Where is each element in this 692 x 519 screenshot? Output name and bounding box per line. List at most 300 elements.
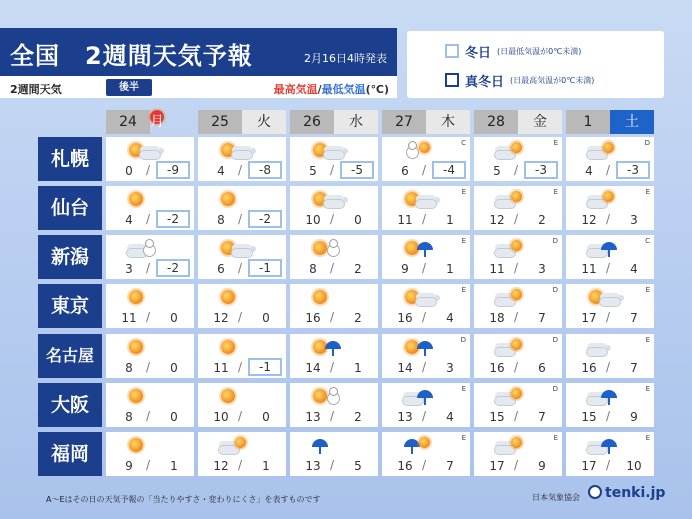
cloud-icon [586, 347, 608, 357]
high-temp: 4 [125, 213, 133, 227]
umbrella-icon [325, 341, 341, 349]
low-temp: 2 [354, 410, 362, 424]
weather-icon [586, 189, 620, 211]
sun-icon [313, 290, 327, 304]
forecast-cell [290, 137, 378, 181]
forecast-cell [474, 284, 562, 328]
reliability-grade: C [645, 237, 650, 245]
temp-separator: / [606, 458, 611, 472]
temp-separator: / [422, 261, 427, 275]
temp-separator: / [606, 212, 611, 226]
weather-icon [126, 238, 160, 260]
high-temp: 6 [401, 164, 409, 178]
high-temp: 8 [125, 410, 133, 424]
high-temp: 8 [217, 213, 225, 227]
high-temp: 9 [125, 459, 133, 473]
cloud-icon [415, 199, 437, 209]
city-label: 名古屋 [38, 334, 102, 378]
high-temp: 11 [489, 262, 505, 276]
high-temp: 3 [125, 262, 133, 276]
day-header [474, 110, 562, 134]
day-weekday: 木 [426, 110, 470, 134]
low-temp: 1 [446, 213, 454, 227]
temp-separator: / [514, 409, 519, 423]
low-temp: -4 [432, 161, 466, 179]
day-weekday: 月 [150, 110, 164, 124]
high-temp: 14 [305, 361, 321, 375]
low-temp: 0 [170, 311, 178, 325]
reliability-grade: E [553, 139, 558, 147]
forecast-cell [474, 432, 562, 476]
forecast-cell [566, 432, 654, 476]
sun-icon [129, 340, 143, 354]
weather-icon [586, 287, 620, 309]
low-temp: -5 [340, 161, 374, 179]
temp-separator: / [146, 458, 151, 472]
low-temp: 0 [262, 410, 270, 424]
temp-separator: / [330, 360, 335, 374]
high-temp: 5 [309, 164, 317, 178]
day-date: 24 [106, 110, 150, 134]
weather-icon [218, 238, 252, 260]
forecast-cell [382, 383, 470, 427]
forecast-cell [290, 334, 378, 378]
day-header [566, 110, 654, 134]
temp-separator: / [422, 212, 427, 226]
temp-separator: / [238, 458, 243, 472]
low-temp: -2 [248, 210, 282, 228]
reliability-grade: D [552, 286, 558, 294]
temp-separator: / [330, 163, 335, 177]
high-temp: 18 [489, 311, 505, 325]
low-temp: 7 [630, 311, 638, 325]
sun-icon [221, 192, 235, 206]
forecast-cell [290, 186, 378, 230]
day-header [290, 110, 378, 134]
reliability-grade: E [645, 286, 650, 294]
temp-separator: / [514, 360, 519, 374]
weather-icon [402, 140, 436, 162]
day-header [106, 110, 194, 134]
forecast-cell [566, 284, 654, 328]
forecast-cell [290, 432, 378, 476]
temp-separator: / [606, 360, 611, 374]
high-temp: 15 [489, 410, 505, 424]
city-label: 東京 [38, 284, 102, 328]
sun-icon [419, 437, 430, 448]
forecast-cell [474, 383, 562, 427]
weather-icon [494, 238, 528, 260]
low-temp: 4 [446, 311, 454, 325]
subtitle-bar [0, 74, 397, 98]
high-temp: 9 [401, 262, 409, 276]
weather-icon [586, 435, 620, 457]
temp-separator: / [514, 212, 519, 226]
forecast-cell [106, 334, 194, 378]
reliability-grade: E [461, 385, 466, 393]
weather-icon [218, 386, 252, 408]
forecast-cell [198, 137, 286, 181]
reliability-grade: E [645, 336, 650, 344]
reliability-grade: E [461, 286, 466, 294]
legend-separator: / [317, 83, 322, 96]
temp-separator: / [238, 360, 243, 374]
sun-icon [313, 241, 327, 255]
weather-icon [586, 386, 620, 408]
forecast-cell [106, 235, 194, 279]
forecast-label: 2週間天気 [10, 83, 62, 96]
sun-icon [511, 142, 522, 153]
cloud-icon [231, 248, 253, 258]
sun-icon [129, 290, 143, 304]
reliability-grade: E [645, 188, 650, 196]
high-temp: 17 [581, 459, 597, 473]
weather-icon [586, 140, 620, 162]
temp-separator: / [238, 163, 243, 177]
page-title: 全国 2週間天気予報 [10, 42, 253, 70]
temp-separator: / [146, 409, 151, 423]
legend-low: 最低気温 [321, 83, 366, 96]
high-temp: 17 [489, 459, 505, 473]
sun-icon [511, 437, 522, 448]
temp-separator: / [330, 212, 335, 226]
low-temp: -8 [248, 161, 282, 179]
high-temp: 6 [217, 262, 225, 276]
low-temp: 1 [446, 262, 454, 276]
high-temp: 14 [397, 361, 413, 375]
umbrella-icon [312, 439, 328, 447]
snowman-icon [329, 387, 338, 396]
city-label: 仙台 [38, 186, 102, 230]
high-temp: 8 [125, 361, 133, 375]
low-temp: 2 [354, 311, 362, 325]
day-date: 27 [382, 110, 426, 134]
low-temp: 2 [354, 262, 362, 276]
forecast-cell [382, 235, 470, 279]
high-temp: 15 [581, 410, 597, 424]
reliability-grade: E [461, 237, 466, 245]
city-label: 大阪 [38, 383, 102, 427]
legend-high: 最高気温 [273, 83, 318, 96]
day-header [382, 110, 470, 134]
forecast-cell [198, 334, 286, 378]
weather-icon [310, 435, 344, 457]
forecast-cell [290, 235, 378, 279]
high-temp: 16 [397, 459, 413, 473]
forecast-cell [474, 334, 562, 378]
forecast-cell [106, 284, 194, 328]
weather-icon [126, 337, 160, 359]
sun-icon [221, 389, 235, 403]
reliability-grade: D [552, 237, 558, 245]
low-temp: -1 [248, 259, 282, 277]
temp-separator: / [146, 163, 151, 177]
umbrella-icon [417, 390, 433, 398]
temp-separator: / [606, 163, 611, 177]
high-temp: 10 [305, 213, 321, 227]
cloud-icon [126, 248, 148, 258]
high-temp: 11 [397, 213, 413, 227]
low-temp: 9 [538, 459, 546, 473]
temp-separator: / [422, 163, 427, 177]
weather-icon [310, 337, 344, 359]
high-temp: 17 [581, 311, 597, 325]
forecast-cell [106, 137, 194, 181]
temp-separator: / [146, 212, 151, 226]
umbrella-icon [417, 341, 433, 349]
umbrella-icon [404, 439, 420, 447]
forecast-cell [566, 186, 654, 230]
sun-icon [511, 339, 522, 350]
high-temp: 5 [493, 164, 501, 178]
low-temp: -2 [156, 259, 190, 277]
temp-separator: / [606, 409, 611, 423]
temp-separator: / [422, 360, 427, 374]
weather-icon [126, 287, 160, 309]
forecast-cell [382, 137, 470, 181]
sun-icon [511, 191, 522, 202]
high-temp: 11 [213, 361, 229, 375]
forecast-cell [382, 186, 470, 230]
high-temp: 13 [305, 410, 321, 424]
high-temp: 4 [585, 164, 593, 178]
brand-mark-icon [588, 485, 602, 499]
weather-icon [310, 189, 344, 211]
umbrella-icon [417, 242, 433, 250]
weather-icon [218, 435, 252, 457]
sun-icon [511, 388, 522, 399]
weather-icon [494, 287, 528, 309]
low-temp: 7 [538, 410, 546, 424]
forecast-cell [198, 284, 286, 328]
sun-icon [419, 142, 430, 153]
temp-separator: / [606, 261, 611, 275]
weather-icon [218, 140, 252, 162]
sun-icon [511, 289, 522, 300]
weather-icon [494, 386, 528, 408]
forecast-cell [382, 432, 470, 476]
forecast-cell [198, 235, 286, 279]
low-temp: 0 [170, 410, 178, 424]
high-temp: 16 [397, 311, 413, 325]
sun-icon [511, 240, 522, 251]
forecast-cell [566, 235, 654, 279]
reliability-grade: D [644, 139, 650, 147]
legend-fuyubi-name: 冬日 [465, 46, 492, 61]
cloud-icon [139, 150, 161, 160]
low-temp: 3 [538, 262, 546, 276]
high-temp: 13 [305, 459, 321, 473]
low-temp: 1 [354, 361, 362, 375]
temperature-legend [274, 81, 389, 97]
forecast-cell [290, 383, 378, 427]
cloud-icon [323, 150, 345, 160]
low-temp: 10 [626, 459, 642, 473]
weather-icon [126, 435, 160, 457]
city-label: 札幌 [38, 137, 102, 181]
weather-icon [218, 337, 252, 359]
day-weekday: 金 [518, 110, 562, 134]
forecast-cell [106, 383, 194, 427]
high-temp: 11 [581, 262, 597, 276]
forecast-cell [198, 383, 286, 427]
high-temp: 16 [489, 361, 505, 375]
reliability-grade: E [645, 434, 650, 442]
forecast-cell [198, 186, 286, 230]
high-temp: 10 [213, 410, 229, 424]
reliability-grade: E [645, 385, 650, 393]
forecast-cell [474, 137, 562, 181]
forecast-cell [198, 432, 286, 476]
low-temp: 0 [170, 361, 178, 375]
temp-separator: / [422, 409, 427, 423]
temp-separator: / [330, 458, 335, 472]
low-temp: 0 [262, 311, 270, 325]
weather-icon [494, 140, 528, 162]
weather-icon [494, 189, 528, 211]
forecast-cell [566, 137, 654, 181]
low-temp: 5 [354, 459, 362, 473]
reliability-grade: E [553, 434, 558, 442]
forecast-cell [106, 432, 194, 476]
legend-mafuyubi-note: (日最高気温が0℃未満) [510, 76, 595, 85]
temp-separator: / [514, 163, 519, 177]
sun-icon [603, 191, 614, 202]
sun-icon [221, 290, 235, 304]
low-temp: 3 [630, 213, 638, 227]
legend-fuyubi-note: (日最低気温が0℃未満) [497, 47, 582, 56]
weather-icon [310, 238, 344, 260]
sun-icon [129, 192, 143, 206]
forecast-cell [106, 186, 194, 230]
temp-separator: / [238, 409, 243, 423]
temp-separator: / [238, 261, 243, 275]
weather-icon [126, 386, 160, 408]
temp-separator: / [146, 310, 151, 324]
temp-separator: / [146, 261, 151, 275]
reliability-grade: E [553, 188, 558, 196]
sun-icon [129, 389, 143, 403]
forecast-cell [474, 235, 562, 279]
day-date: 26 [290, 110, 334, 134]
issued-time: 2月16日4時発表 [304, 52, 387, 65]
umbrella-icon [601, 242, 617, 250]
forecast-cell [566, 334, 654, 378]
high-temp: 8 [309, 262, 317, 276]
low-temp: 7 [630, 361, 638, 375]
temp-separator: / [422, 310, 427, 324]
dark-square-icon [445, 73, 459, 87]
city-label: 福岡 [38, 432, 102, 476]
weather-icon [310, 140, 344, 162]
period-badge: 後半 [106, 79, 152, 96]
snowman-icon [145, 239, 154, 248]
day-weekday: 水 [334, 110, 378, 134]
low-temp: 6 [538, 361, 546, 375]
frost-day-legend [407, 31, 664, 98]
reliability-grade: C [461, 139, 466, 147]
weather-icon [126, 189, 160, 211]
high-temp: 13 [397, 410, 413, 424]
high-temp: 4 [217, 164, 225, 178]
low-temp: 4 [446, 410, 454, 424]
forecast-cell [566, 383, 654, 427]
sun-icon [235, 437, 246, 448]
cloud-icon [599, 297, 621, 307]
weather-icon [494, 435, 528, 457]
brand-name: tenki.jp [605, 485, 666, 501]
low-temp: 3 [446, 361, 454, 375]
weather-icon [402, 386, 436, 408]
cloud-icon [231, 150, 253, 160]
weather-icon [310, 287, 344, 309]
sun-icon [221, 340, 235, 354]
temp-separator: / [238, 212, 243, 226]
credit-text: 日本気象協会 [532, 493, 580, 502]
weather-icon [586, 238, 620, 260]
umbrella-icon [601, 439, 617, 447]
weather-icon [402, 189, 436, 211]
snowman-icon [329, 239, 338, 248]
temp-separator: / [514, 261, 519, 275]
weather-icon [218, 287, 252, 309]
low-temp: -3 [524, 161, 558, 179]
temp-separator: / [514, 310, 519, 324]
cloud-icon [415, 297, 437, 307]
weather-icon [494, 337, 528, 359]
weather-icon [126, 140, 160, 162]
temp-separator: / [330, 409, 335, 423]
high-temp: 16 [581, 361, 597, 375]
low-temp: 2 [538, 213, 546, 227]
weather-icon [586, 337, 620, 359]
day-header [198, 110, 286, 134]
reliability-grade: D [460, 336, 466, 344]
low-temp: -3 [616, 161, 650, 179]
reliability-footnote: A～Eはその日の天気予報の「当たりやすさ・変わりにくさ」を表すものです [46, 495, 321, 504]
sun-icon [313, 389, 327, 403]
low-temp: 7 [446, 459, 454, 473]
light-square-icon [445, 44, 459, 58]
low-temp: -1 [248, 358, 282, 376]
high-temp: 12 [213, 459, 229, 473]
day-weekday: 土 [610, 110, 654, 134]
reliability-grade: D [552, 385, 558, 393]
low-temp: 9 [630, 410, 638, 424]
low-temp: -9 [156, 161, 190, 179]
low-temp: 0 [354, 213, 362, 227]
umbrella-icon [601, 390, 617, 398]
day-date: 1 [566, 110, 610, 134]
weather-icon [310, 386, 344, 408]
snowman-icon [408, 141, 417, 150]
reliability-grade: E [461, 434, 466, 442]
day-date: 25 [198, 110, 242, 134]
high-temp: 12 [489, 213, 505, 227]
temp-separator: / [330, 261, 335, 275]
temp-separator: / [238, 310, 243, 324]
forecast-cell [474, 186, 562, 230]
reliability-grade: D [552, 336, 558, 344]
day-weekday: 火 [242, 110, 286, 134]
low-temp: 4 [630, 262, 638, 276]
temp-separator: / [606, 310, 611, 324]
weather-icon [402, 238, 436, 260]
temp-separator: / [330, 310, 335, 324]
sun-icon [603, 142, 614, 153]
legend-mafuyubi-name: 真冬日 [465, 75, 505, 90]
high-temp: 11 [121, 311, 137, 325]
